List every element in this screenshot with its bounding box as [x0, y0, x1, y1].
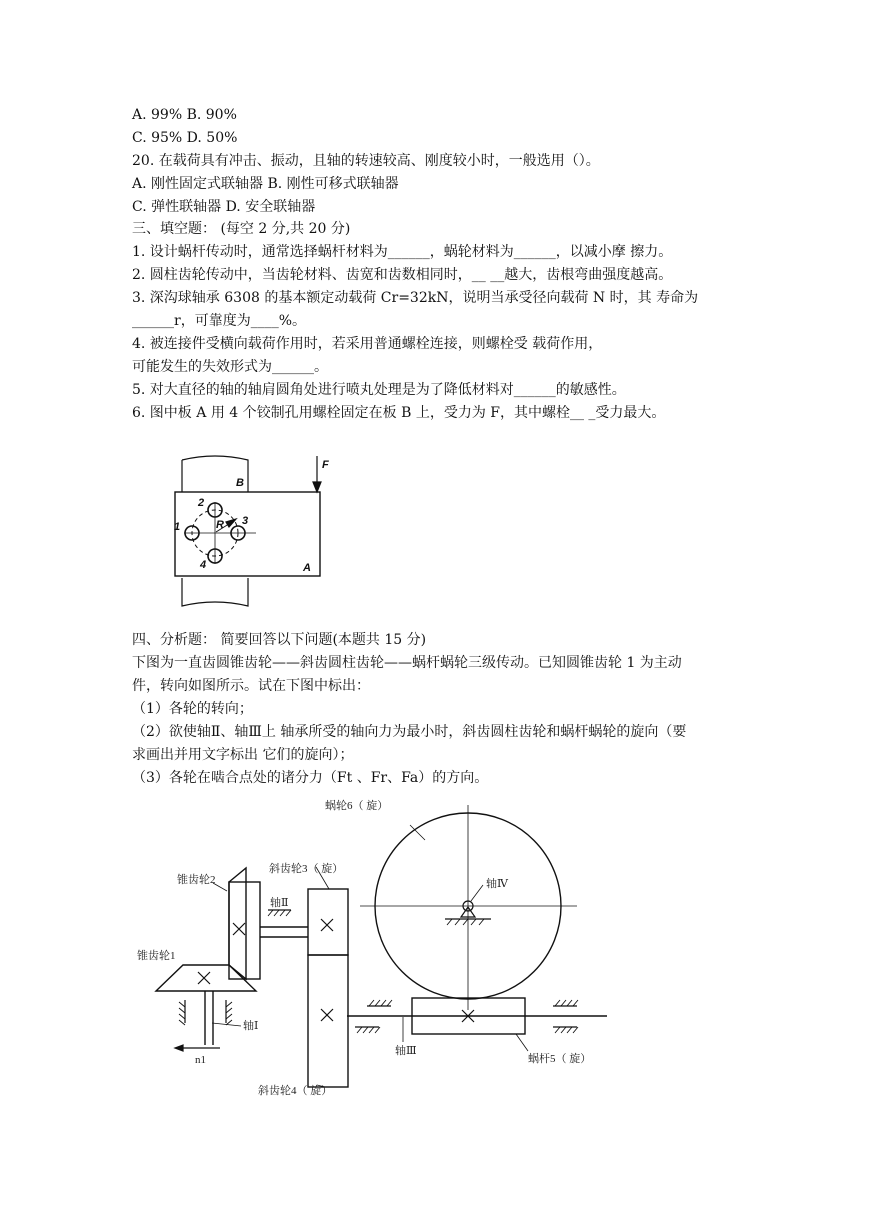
bearing-right-top-hatch	[555, 1000, 578, 1006]
q19-options-line2: C. 95% D. 50%	[132, 130, 238, 146]
section4-intro-2: 件，转向如图所示。试在下图中标出：	[132, 678, 370, 694]
fill-item-4-cont: 可能发生的失效形式为______。	[132, 359, 328, 375]
label-bolt-4: 4	[200, 559, 207, 571]
bevel2-cross	[233, 923, 245, 935]
bevel1-cross	[198, 972, 210, 984]
bearing-left-bottom-hatch	[357, 1027, 380, 1033]
label-F: F	[322, 459, 329, 471]
plate-a	[175, 492, 320, 576]
bevel-gear-2	[229, 882, 260, 979]
fill-item-3-cont: ______r，可靠度为____%。	[132, 313, 306, 329]
fill-item-2: 2. 圆柱齿轮传动中，当齿轮材料、齿宽和齿数相同时，__ __越大，齿根弯曲强度越高。	[132, 267, 673, 283]
label-bolt-3: 3	[242, 515, 249, 527]
helical3-cross	[321, 919, 333, 931]
section4-intro-1: 下图为一直齿圆锥齿轮——斜齿圆柱齿轮——蜗杆蜗轮三级传动。已知圆锥齿轮 1 为主动	[132, 655, 682, 671]
label-shaft-4: 轴Ⅳ	[486, 878, 508, 890]
label-bevel-2: 锥齿轮2	[177, 874, 216, 886]
helical-gear-3	[308, 889, 348, 955]
label-B: B	[236, 477, 244, 489]
helical4-cross	[321, 1009, 333, 1021]
bearing-right-bottom-hatch	[555, 1027, 578, 1033]
helical-gear-4	[308, 955, 348, 1087]
fill-item-3: 3. 深沟球轴承 6308 的基本额定动载荷 Cr=32kN，说明当承受径向载荷 N 时，其 寿命为	[132, 290, 699, 306]
worm5-leader	[516, 1034, 528, 1051]
fill-item-6: 6. 图中板 A 用 4 个铰制孔用螺栓固定在板 B 上，受力为 F，其中螺栓__ _受力最大。	[132, 405, 666, 421]
q20-options-line2: C. 弹性联轴器 D. 安全联轴器	[132, 199, 316, 215]
label-helical-3: 斜齿轮3（ 旋）	[269, 863, 344, 875]
shaft1-bearing-right-hatch	[226, 1002, 232, 1025]
section4-q2b: 求画出并用文字标出 它们的旋向）；	[132, 747, 354, 763]
label-helical-4: 斜齿轮4（ 旋）	[258, 1085, 333, 1097]
label-n1: n1	[195, 1054, 206, 1066]
label-bolt-1: 1	[174, 521, 181, 533]
section4-q3: （3）各轮在啮合点处的诸分力（Ft 、Fr、Fa）的方向。	[132, 770, 489, 786]
transmission-figure	[125, 795, 755, 1105]
n1-arrowhead	[175, 1045, 183, 1051]
bearing-left-top-hatch	[369, 1000, 392, 1006]
label-worm-5: 蜗杆5（ 旋）	[528, 1053, 592, 1065]
bevel-gear-2-outer	[229, 868, 246, 979]
section3-heading: 三、填空题： (每空 2 分,共 20 分)	[132, 221, 351, 237]
force-arrowhead	[313, 482, 321, 492]
shaft4-leader	[471, 885, 483, 901]
shaft4-hatch	[447, 919, 484, 925]
label-A: A	[303, 562, 311, 574]
fill-item-4: 4. 被连接件受横向载荷作用时，若采用普通螺栓连接，则螺栓受 载荷作用，	[132, 336, 603, 352]
shaft2-bearing-hatch	[268, 910, 291, 916]
radius-arrowhead	[226, 519, 236, 527]
fill-item-5: 5. 对大直径的轴的轴肩圆角处进行喷丸处理是为了降低材料对______的敏感性。	[132, 382, 626, 398]
section4-heading: 四、分析题： 简要回答以下问题(本题共 15 分)	[132, 632, 427, 648]
section4-q2a: （2）欲使轴Ⅱ、轴Ⅲ上 轴承所受的轴向力为最小时，斜齿圆柱齿轮和蜗杆蜗轮的旋向（要	[132, 724, 687, 740]
label-worm-wheel-6: 蜗轮6（ 旋）	[325, 800, 389, 812]
label-bevel-1: 锥齿轮1	[137, 950, 176, 962]
label-R: R	[216, 519, 224, 531]
shaft1-bearing-left-hatch	[179, 1002, 185, 1025]
shaft1-leader	[212, 1023, 241, 1026]
plate-b-bottom	[182, 578, 248, 606]
label-shaft-3: 轴Ⅲ	[395, 1045, 417, 1057]
q19-options-line1: A. 99% B. 90%	[132, 107, 237, 123]
fill-item-1: 1. 设计蜗杆传动时，通常选择蜗杆材料为______，蜗轮材料为______，以减小摩 擦力。	[132, 244, 673, 260]
bevel-gear-1	[156, 965, 256, 991]
label-shaft-2: 轴Ⅱ	[270, 897, 289, 909]
bolt-plate-figure	[160, 448, 350, 612]
q20-stem: 20. 在载荷具有冲击、振动，且轴的转速较高、刚度较小时，一般选用（）。	[132, 153, 600, 169]
q20-options-line1: A. 刚性固定式联轴器 B. 刚性可移式联轴器	[132, 176, 399, 192]
label-bolt-2: 2	[198, 497, 205, 509]
section4-q1: （1）各轮的转向；	[132, 701, 253, 717]
label-shaft-1: 轴Ⅰ	[243, 1020, 259, 1032]
